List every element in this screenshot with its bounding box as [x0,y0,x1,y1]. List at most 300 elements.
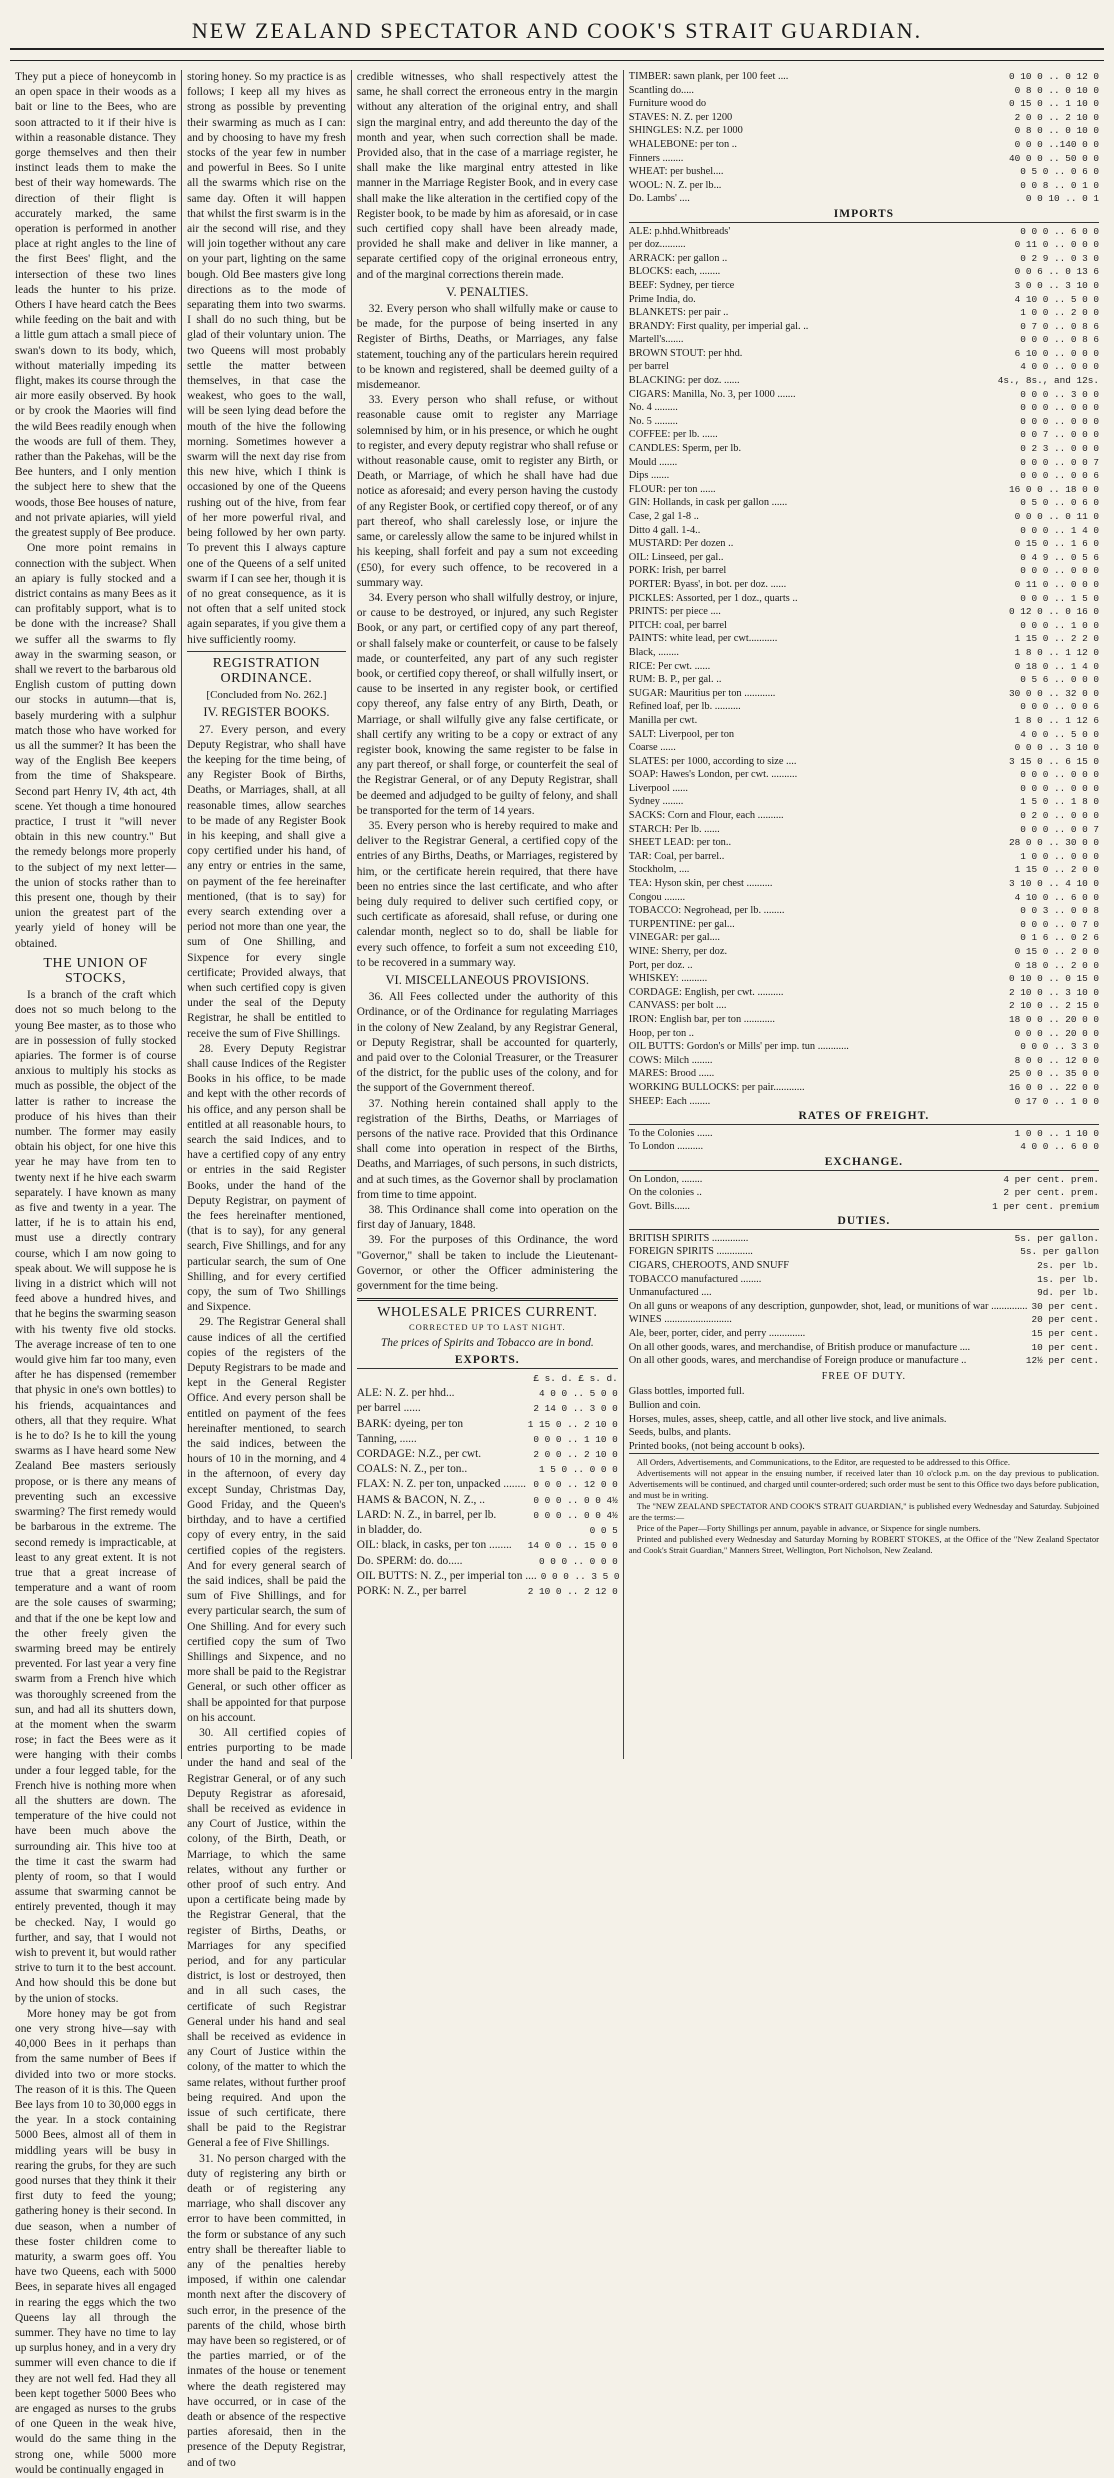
exports-heading: EXPORTS. [357,1353,618,1369]
import-row-item: BRANDY: First quality, per imperial gal. .. [628,320,809,332]
exchange-row-value: 2 per cent. prem. [1003,1187,1099,1199]
import-row [629,1081,1099,1095]
import-row-item: OIL: Linseed, per gal.. [628,551,724,563]
import-row-item: Dips ....... [628,470,670,482]
duty-row-value: 10 per cent. [1031,1341,1099,1353]
import-row-value: 0 12 0 .. 0 16 0 [1008,606,1099,618]
article-paragraph: They put a piece of honeycomb in an open space in their woods as a bait or line to the Bees, who are soon attracted to it if their hive is within a reasonable distance. They gorge themselves and then their instinct leads them to make the best of their way homewards. The direction of their flight is accurately marked, the same operation is performed in another place at right angles to the line of the first Bees' flight, and the intersection of these two lines leads the hunter to his prize. Others I have heard catch the Bees while feeding on the bait and with a little gum attach a small piece of swan's down to its body, which, without materially impeding its flight, makes its course through the air more easily observed. By hook or by crook the Maories will find the wild Bees readily enough when the woods are full of them. They, rather than the Pakehas, will be the Bee hunters, and I only mention the subject here to shew that the woods, those Bee houses of nature, and not private apiaries, will yield the greatest supply of Bee produce. [15,71,177,540]
duties-table [629,1232,1099,1368]
import-row [629,401,1099,415]
import-row-item: IRON: English bar, per ton ............ [628,1013,775,1025]
duty-row [629,1327,1099,1341]
export-row-value: 40 0 0 .. 50 0 0 [1008,152,1099,164]
export-row-value: 0 10 0 .. 0 12 0 [1008,71,1099,82]
duty-row-value: 5s. per gallon [1020,1246,1099,1258]
export-row-value: 0 0 0 .. 0 0 4½ [533,1509,618,1521]
ordinance-heading: REGISTRATION ORDINANCE. [212,655,321,686]
exchange-row-value: 1 per cent. premium [992,1200,1099,1212]
import-row [629,836,1099,850]
import-row-value: 0 1 6 .. 0 2 6 [1020,932,1099,944]
export-row [629,124,1099,138]
import-row [629,428,1099,442]
import-row-value: 0 5 0 .. 0 6 0 [1020,497,1099,509]
import-row-item: SACKS: Corn and Flour, each .......... [628,810,784,822]
import-row-item: TAR: Coal, per barrel.. [628,850,725,862]
import-row-item: RUM: B. P., per gal. .. [628,674,722,686]
ordinance-paragraph: 36. All Fees collected under the authority of this Ordinance, or of the Ordinance for regulating Marriages in the colony of New Zealand, by any Registrar General, or Deputy Registrar, shall be accounted for quarterly, and paid over to the Colonial Treasurer, or the Treasurer of the district, for the public uses of the colony, and for the support of the Government thereof. [356,991,618,1095]
import-row [629,632,1099,646]
import-row-item: No. 5 ......... [628,415,678,427]
import-row [629,374,1099,388]
import-row-item: BLOCKS: each, ........ [628,266,721,278]
import-row-value: 4 10 0 .. 6 0 0 [1014,891,1099,903]
exchange-row-item: On the colonies .. [628,1187,702,1199]
export-row [357,1523,618,1538]
import-row-item: BEEF: Sydney, per tierce [628,279,735,291]
import-row [629,1054,1099,1068]
import-row [629,918,1099,932]
duty-row [629,1245,1099,1259]
import-row-item: MUSTARD: Per dozen .. [628,538,734,550]
import-row-item: Manilla per cwt. [628,714,698,726]
exchange-row-item: On London, ........ [628,1173,703,1185]
exchange-heading: EXCHANGE. [629,1156,1099,1171]
import-row-value: 1 15 0 .. 2 2 0 [1014,633,1099,645]
import-row-item: Liverpool ...... [628,782,688,794]
import-row-value: 0 5 6 .. 0 0 0 [1020,674,1099,686]
import-row-item: Sydney ........ [628,796,684,808]
export-row-item: Do. SPERM: do. do..... [356,1554,463,1567]
exchange-table [629,1173,1099,1214]
import-row-item: SUGAR: Mauritius per ton ............ [628,687,776,699]
import-row [629,293,1099,307]
import-row [629,877,1099,891]
export-row [357,1417,618,1432]
import-row-value: 0 0 0 .. 6 0 0 [1020,225,1099,237]
import-row-item: PITCH: coal, per barrel [628,619,727,631]
import-row [629,945,1099,959]
import-row-item: TOBACCO: Negrohead, per lb. ........ [628,905,785,917]
export-row [357,1569,618,1584]
export-row-value: 4 0 0 .. 5 0 0 [539,1388,618,1400]
ordinance-paragraph: 38. This Ordinance shall come into operation on the first day of January, 1848. [356,1204,618,1232]
import-row-item: Refined loaf, per lb. .......... [628,701,741,713]
export-row-value: 2 10 0 .. 2 12 0 [527,1585,618,1597]
import-row-value: 30 0 0 .. 32 0 0 [1008,687,1099,699]
import-row-value: 0 0 6 .. 0 13 6 [1014,266,1099,278]
export-row-item: TIMBER: sawn plank, per 100 feet .... [628,71,789,82]
import-row-item: SLATES: per 1000, according to size .... [628,755,797,767]
import-row [629,320,1099,334]
import-row [629,646,1099,660]
import-row [629,891,1099,905]
import-row-item: Hoop, per ton .. [628,1027,695,1039]
article-paragraph: More honey may be got from one very strong hive—say with 40,000 Bees in it perhaps than from the same number of Bees if divided into two or more stocks. The reason of it is this. The Queen Bee lays from 10 to 30,000 eggs in the year. In a stock containing 5000 Bees, almost all of them in middling years will be busy in rearing the grubs, for they are such good nurses that they think it their first duty to feed the young; gathering honey is their second. In due season, when a number of these foster children come to maturity, a swarm goes off. You have two Queens, each with 5000 Bees, in separate hives all engaged in rearing the eggs which the two Queens lay all through the summer. They have no time to lay up surplus honey, and in a very dry summer will even chance to die if they are not well fed. Had they all been kept together 5000 Bees who are engaged as nurses to the grubs of one Queen in the weak hive, would do the same thing in the strong one, while 5000 more would be continually engaged in [15,2007,177,2476]
import-row-item: Port, per doz. .. [628,959,693,971]
section-iv-heading: IV. REGISTER BOOKS. [203,705,330,720]
duty-row-value: 5s. per gallon. [1014,1232,1099,1244]
import-row-value: 1 8 0 .. 1 12 6 [1014,714,1099,726]
export-row-item: CORDAGE: N.Z., per cwt. [356,1448,482,1461]
freight-row-value: 4 0 0 .. 6 0 0 [1020,1141,1099,1153]
duty-row-value: 12½ per cent. [1025,1355,1099,1367]
import-row-value: 4s., 8s., and 12s. [997,375,1099,387]
export-row [357,1584,618,1599]
export-row-item: COALS: N. Z., per ton.. [356,1463,468,1476]
exchange-row [629,1186,1099,1200]
import-row-item: MARES: Brood ...... [628,1068,715,1080]
import-row-item: No. 4 ......... [628,402,678,414]
import-row-value: 4 0 0 .. 5 0 0 [1020,728,1099,740]
import-row [629,442,1099,456]
freight-row-item: To London .......... [628,1141,704,1153]
import-row-item: WHISKEY: .......... [628,973,708,985]
export-row-item: Tanning, ...... [356,1432,417,1445]
import-row-value: 3 10 0 .. 4 10 0 [1008,878,1099,890]
import-row [629,660,1099,674]
import-row-value: 28 0 0 .. 30 0 0 [1008,837,1099,849]
import-row-value: 0 0 0 .. 0 0 0 [1020,402,1099,414]
export-row [629,152,1099,166]
duty-row [629,1286,1099,1300]
import-row [629,809,1099,823]
import-row [629,592,1099,606]
import-row-value: 16 0 0 .. 22 0 0 [1008,1081,1099,1093]
import-row-value: 0 2 3 .. 0 0 0 [1020,443,1099,455]
import-row-value: 0 0 0 .. 0 0 6 [1020,470,1099,482]
article-paragraph: Is a branch of the craft which does not so much belong to the young Bee master, as to those who are in possession of fully stocked apiaries. The former is of course anxious to multiply his stocks as much as possible, the object of the latter is rather to increase the produce of his hives than their number. The former may easily obtain his object, for one hive this year he may have from ten to twenty next if he hive each swarm separately. I have known as many as five and twenty in a year. The latter, if he is to attain his end, must use a directly contrary course, which I am now going to speak about. We will suppose he is living in a district which will not feed above a hundred hives, and that he begins the swarming season with his twenty five old stocks. The average increase of ten to one would give him far too many, even after he has dispensed (remember that physic in one's own bottles) to his friends, acquaintances and others, all that they require. What is he to do? Is he to kill the young swarms as I have heard some New Zealand Bee masters seriously propose, or is there any means of preventing such an excessive swarming? The first remedy would be barbarous in the extreme. The second remedy is impracticable, at least to any great extent. It is not true that a great increase of temperature and a want of room are the sole causes of swarming; and that if the one be kept low and the other freely given the swarming breed may be entirely prevented. For last year a very fine swarm from a French hive which was thoroughly screened from the sun, and had all its shutters down, at the moment when the swarm rose; in fact the Bees were as it were hanging with their combs under a four legged table, for the French hive is nothing more when all the shutters are down. The temperature of the hive could not have been much above the surrounding air. This hive too at the time it cast the swarm had plenty of room, so that I would assume that swarming cannot be entirely prevented, though it may be checked. Nay, I would go further, and say, that I would not wish to prevent it, but would rather strive to turn it to the best account. And how should this be done but by the union of stocks. [15,989,177,2005]
ordinance-paragraph: 33. Every person who shall refuse, or without reasonable cause omit to register any Marriage solemnised by him, or in his presence, or which he ought to register, and every deputy registrar who shall refuse or without reasonable cause, omit to register any Birth, or Death, or Marriage, of which he shall have had due notice as aforesaid; and every person having the custody of any Register Book, or certified copy thereof, or of any part thereof, who shall carelessly lose, or injure the same, or carelessly allow the same to be injured whilst in his keeping, shall forfeit and pay a sum not exceeding (£50), for every such offence, to be recovered in a summary way. [356,394,618,589]
export-row-value: 2 0 0 .. 2 10 0 [1014,111,1099,123]
import-row [629,850,1099,864]
import-row-item: ARRACK: per gallon .. [628,252,728,264]
import-row-item: BLACKING: per doz. ...... [628,375,740,387]
export-row-value: 1 5 0 .. 0 0 0 [539,1464,618,1476]
import-row [629,456,1099,470]
freight-row [629,1127,1099,1141]
import-row [629,333,1099,347]
import-row [629,415,1099,429]
import-row-item: SHEEP: Each ........ [628,1095,711,1107]
exchange-row [629,1200,1099,1214]
free-of-duty-list [629,1385,1099,1453]
import-row [629,863,1099,877]
import-row-item: BLANKETS: per pair .. [628,307,729,319]
free-item: Horses, mules, asses, sheep, cattle, and all other live stock, and live animals. [628,1413,947,1425]
ordinance-paragraph: 29. The Registrar General shall cause indices of all the certified copies of the registers of the Deputy Registrars to be made and kept in the General Register Office. And every person shall be entitled on payment of the fees hereinafter mentioned, to search the said indices, between the hours of 10 in the morning, and 4 in the afternoon, of every day except Sunday, Christmas Day, Good Friday, and the Queen's birthday, and to have a certified copy of every entry, in the said certified copies of the registers. And for every general search of the said indices, shall be paid the sum of Five Shillings, and for every particular search, the sum of One Shilling. And for every such certified copy the sum of Two Shillings and Sixpence, and no more shall be paid to the Registrar General, or such other officer as shall be appointed for that purpose on his account. [187,1316,346,1724]
freight-table [629,1127,1099,1154]
import-row [629,524,1099,538]
import-row-item: SHEET LEAD: per ton.. [628,837,732,849]
export-row [357,1462,618,1477]
free-of-duty-heading: FREE OF DUTY. [821,1370,906,1382]
export-row-item: ALE: N. Z. per hhd... [356,1387,455,1400]
export-row-item: WOOL: N. Z. per lb... [628,179,722,191]
export-row-item: WHALEBONE: per ton .. [628,138,737,150]
import-row-item: CIGARS: Manilla, No. 3, per 1000 ....... [628,388,796,400]
import-row [629,1095,1099,1109]
import-row [629,510,1099,524]
duty-row-item: Unmanufactured .... [628,1287,712,1299]
import-row-item: Stockholm, .... [628,864,690,876]
import-row [629,768,1099,782]
import-row [629,931,1099,945]
import-row-item: FLOUR: per ton ...... [628,483,716,495]
export-row-value: 0 8 0 .. 0 10 0 [1014,84,1099,96]
import-row-value: 0 17 0 .. 1 0 0 [1014,1095,1099,1107]
export-row [629,97,1099,111]
union-heading: THE UNION OF STOCKS, [43,955,148,986]
duty-row [629,1300,1099,1314]
import-row-item: COFFEE: per lb. ...... [628,429,718,441]
export-row-value: 0 0 0 ..140 0 0 [1014,138,1099,150]
export-row-item: SHINGLES: N.Z. per 1000 [628,125,743,137]
export-row-item: Furniture wood do [628,98,707,110]
export-row-item: Do. Lambs' .... [628,193,690,205]
import-row-item: CANDLES: Sperm, per lb. [628,443,742,455]
section-vi-heading: VI. MISCELLANEOUS PROVISIONS. [385,972,590,987]
import-row-item: COWS: Milch ........ [628,1054,713,1066]
import-row-item: Mould ....... [628,456,678,468]
export-row-item: Finners ........ [628,152,684,164]
free-item: Glass bottles, imported full. [628,1386,745,1398]
import-row-item: WINE: Sherry, per doz. [628,946,728,957]
columns [10,70,1104,2476]
export-row-item: per barrel ...... [356,1402,421,1415]
import-row-item: per doz.......... [628,239,686,251]
import-row-value: 2 10 0 .. 3 10 0 [1008,986,1099,998]
export-row-value: 0 15 0 .. 1 10 0 [1008,98,1099,110]
export-row-value: 0 0 0 .. 0 0 0 [539,1555,618,1567]
prices-corrected: CORRECTED UP TO LAST NIGHT. [408,1322,566,1333]
imports-heading: IMPORTS [629,208,1099,223]
freight-row [629,1140,1099,1154]
union-article [15,988,176,2478]
import-row-item: GIN: Hollands, in cask per gallon ...... [628,497,788,509]
bees-article [15,70,176,952]
export-row-item: OIL: black, in casks, per ton ........ [356,1539,512,1552]
import-row [629,959,1099,973]
column-2 [182,70,352,2469]
exports-header [357,1371,618,1386]
import-row [629,347,1099,361]
article-paragraph: One more point remains in connection with the subject. When an apiary is fully stocked and a district contains as many Bees as it can profitably support, what is to be done with the increase? Shall we suffer all the swarms to fly away in the swarming season, or shall we revert to the barbarous old English custom of putting down our stocks in autumn—that is, basely murdering with a sulphur match those who have worked for us all the summer? It has been the way of the English Bee keepers from the time of Shakspeare. Second part Henry IV, 4th act, 4th scene. Yet though a time honoured practice, I trust it "will never obtain in this new country." But the remedy belongs more properly to the subject of my next letter—the union of stocks rather than to this present one, though by their union the greatest part of the yearly yield of honey will be obtained. [15,542,177,950]
import-row-value: 0 0 0 .. 0 0 7 [1020,456,1099,468]
export-row-item: in bladder, do. [356,1524,423,1537]
import-row-item: OIL BUTTS: Gordon's or Mills' per imp. tun ............ [628,1041,849,1053]
import-row [629,279,1099,293]
import-row-value: 0 0 0 .. 0 0 7 [1020,823,1099,835]
timber-table [629,70,1099,206]
export-row [357,1508,618,1523]
import-row-value: 18 0 0 .. 20 0 0 [1008,1013,1099,1025]
import-row-value: 25 0 0 .. 35 0 0 [1008,1068,1099,1080]
import-row-value: 1 0 0 .. 0 0 0 [1020,850,1099,862]
free-item: Bullion and coin. [628,1400,701,1411]
ordinance-note: [Concluded from No. 262.] [206,689,327,702]
export-row-item: Scantling do..... [628,84,695,96]
import-row-value: 2 10 0 .. 2 15 0 [1008,1000,1099,1012]
export-row-value: 0 0 5 [589,1525,618,1537]
export-row-value: 0 0 8 .. 0 1 0 [1020,179,1099,191]
duty-row-value: 20 per cent. [1031,1314,1099,1326]
import-row [629,972,1099,986]
import-row-item: ALE: p.hhd.Whitbreads' [628,225,731,237]
import-row-value: 0 11 0 .. 0 0 0 [1014,239,1099,251]
import-row [629,551,1099,565]
export-row-value: 0 0 10 .. 0 1 [1025,193,1099,205]
column-3 [352,70,624,1759]
ordinance-paragraph: 27. Every person, and every Deputy Registrar, who shall have the keeping for the time being, of any Register Book of Births, Deaths, or Marriages, shall, at all reasonable times, allow searches to be made of any Register Book in his keeping, and shall give a copy certified under his hand, of any entry or entries in the same, on payment of the fee hereinafter mentioned, (that is to say) for every search extending over a period not more than one year, the sum of One Shilling, and Sixpence for every single certificate; Provided always, that when such certified copy is given under the seal of the Deputy Registrar, he shall be entitled to receive the sum of Five Shillings. [187,723,346,1040]
import-row-item: PORTER: Byass', in bot. per doz. ...... [628,578,787,590]
duty-row [629,1341,1099,1355]
export-row [629,192,1099,206]
import-row [629,225,1099,239]
import-row-value: 0 0 0 .. 20 0 0 [1014,1027,1099,1039]
import-row-value: 0 0 0 .. 0 7 0 [1020,918,1099,930]
duty-row-item: CIGARS, CHEROOTS, AND SNUFF [628,1260,790,1272]
penalties-sections [357,302,618,971]
import-row [629,1013,1099,1027]
import-row-value: 0 0 0 .. 0 0 0 [1020,769,1099,781]
notice-paragraph: All Orders, Advertisements, and Communications, to the Editor, are requested to be addressed to this Office. [636,1457,1011,1468]
import-row-value: 4 10 0 .. 5 0 0 [1014,293,1099,305]
import-row-value: 0 0 0 .. 0 8 6 [1020,334,1099,346]
import-row [629,1027,1099,1041]
import-row [629,1067,1099,1081]
import-row-item: Case, 2 gal 1-8 .. [628,511,699,522]
import-row-value: 16 0 0 .. 18 0 0 [1008,483,1099,495]
import-row-value: 4 0 0 .. 0 0 0 [1020,361,1099,373]
export-row-item: HAMS & BACON, N. Z., .. [356,1493,485,1506]
import-row-value: 0 0 0 .. 1 5 0 [1020,592,1099,604]
export-row [357,1477,618,1492]
import-row-value: 3 0 0 .. 3 10 0 [1014,279,1099,291]
export-row-value: 2 0 0 .. 2 10 0 [533,1449,618,1461]
import-row-item: VINEGAR: per gal.... [628,932,720,944]
ordinance-paragraph: credible witnesses, who shall respectively attest the same, he shall correct the erroneous entry in the margin without any alteration of the original entry, and shall sign the marginal entry, and add thereunto the day of the month and year, when such correction shall be made. Provided also, that in the case of a marriage register, he shall make the like marginal entry attested in like manner in the Marriage Register Book, and in every case shall make the like alteration in the certified copy of the Register book, to be made by him as aforesaid, or in case such certified copy shall have been already made, provided he shall make and deliver in like manner, a separate certified copy of the original erroneous entry, and of the marginal corrections therein made. [356,71,618,281]
export-row-value: 1 15 0 .. 2 10 0 [527,1418,618,1430]
import-row-value: 1 5 0 .. 1 8 0 [1020,796,1099,808]
export-row-item: BARK: dyeing, per ton [356,1417,464,1430]
import-row [629,388,1099,402]
import-row [629,360,1099,374]
import-row [629,823,1099,837]
import-row-value: 0 15 0 .. 1 6 0 [1014,538,1099,550]
import-row-value: 0 0 7 .. 0 0 0 [1020,429,1099,441]
import-row-item: WORKING BULLOCKS: per pair............ [628,1081,805,1093]
import-row-item: Congou ........ [628,891,686,903]
import-row-item: CANVASS: per bolt .... [628,1000,727,1012]
import-row-item: per barrel [628,361,669,373]
import-row-value: 0 0 0 .. 1 4 0 [1020,524,1099,536]
export-row [357,1554,618,1569]
duty-row-item: Ale, beer, porter, cider, and perry .............. [628,1328,806,1340]
import-row-value: 0 7 0 .. 0 8 6 [1020,320,1099,332]
export-row [357,1493,618,1508]
import-row-value: 0 0 3 .. 0 0 8 [1020,905,1099,917]
import-row-item: PICKLES: Assorted, per 1 doz., quarts .. [628,592,798,604]
import-row-value: 3 15 0 .. 6 15 0 [1008,755,1099,767]
import-row-item: STARCH: Per lb. ...... [628,823,720,835]
duty-row [629,1259,1099,1273]
ordinance-paragraph: 28. Every Deputy Registrar shall cause Indices of the Register Books in his office, to be made and kept with the other records of his office, and any person shall be entitled at all reasonable hours, to search the said Indices, and to have a certified copy of any entry or entries in the said Register Books, under the hand of the Deputy Registrar, on payment of the fees hereinafter mentioned, (that is to say), for any general search, Five Shillings, and for any particular search, the sum of One Shilling, and for every certified copy, the sum of Two Shillings and Sixpence. [187,1042,346,1314]
export-row [629,70,1099,84]
export-row-item: PORK: N. Z., per barrel [356,1584,467,1597]
exchange-row-item: Govt. Bills...... [628,1200,690,1212]
import-row-value: 0 0 0 .. 3 3 0 [1020,1041,1099,1053]
duty-row-item: On all guns or weapons of any description, gunpowder, shot, lead, or munitions of war .............. [628,1300,1028,1312]
notice-paragraph: Printed and published every Wednesday and Saturday Morning by ROBERT STOKES, at the Office of the "New Zealand Spectator and Cook's Strait Guardian," Manners Street, Wellington, Port Nicholson, New Zealand. [628,1534,1099,1556]
import-row-value: 0 11 0 .. 0 0 0 [1014,578,1099,590]
import-row-value: 0 0 0 .. 0 0 0 [1020,415,1099,427]
import-row-item: RICE: Per cwt. ...... [628,660,711,672]
import-row [629,782,1099,796]
import-row-value: 1 15 0 .. 2 0 0 [1014,864,1099,876]
export-row [629,165,1099,179]
freight-heading: RATES OF FREIGHT. [629,1110,1099,1125]
import-row [629,999,1099,1013]
export-row-value: 2 14 0 .. 3 0 0 [533,1403,618,1415]
freight-row-item: To the Colonies ...... [628,1127,713,1139]
import-row-value: 1 8 0 .. 1 12 0 [1014,646,1099,658]
export-row [357,1447,618,1462]
ordinance-continued [357,70,618,283]
export-row-value: 0 8 0 .. 0 10 0 [1014,125,1099,137]
import-row [629,986,1099,1000]
import-row [629,795,1099,809]
exchange-row-value: 4 per cent. prem. [1003,1173,1099,1185]
exchange-row [629,1173,1099,1187]
import-row-value: 0 18 0 .. 1 4 0 [1014,660,1099,672]
duty-row [629,1273,1099,1287]
export-row-item: OIL BUTTS: N. Z., per imperial ton .... [356,1569,537,1582]
import-row-item: SOAP: Hawes's London, per cwt. .......... [628,769,798,781]
free-item: Printed books, (not being account b ooks). [628,1440,805,1452]
import-row-value: 0 0 0 .. 0 0 0 [1020,565,1099,577]
duty-row [629,1313,1099,1327]
import-row [629,728,1099,742]
import-row-value: 0 4 9 .. 0 5 6 [1020,551,1099,563]
import-row-item: TURPENTINE: per gal... [628,918,735,930]
export-row [357,1538,618,1553]
imports-table [629,225,1099,1109]
import-row-value: 0 2 0 .. 0 0 0 [1020,810,1099,822]
duty-row-value: 9d. per lb. [1037,1287,1099,1299]
duty-row-item: BRITISH SPIRITS .............. [628,1232,749,1244]
import-row [629,578,1099,592]
import-row [629,265,1099,279]
column-1 [10,70,182,2476]
duty-row-item: On all other goods, wares, and merchandise of Foreign produce or manufacture .. [628,1355,967,1367]
duty-row-value: 1s. per lb. [1037,1273,1099,1285]
notice-paragraph: Price of the Paper—Forty Shillings per annum, payable in advance, or Sixpence for single numbers. [636,1523,981,1534]
duty-row-value: 15 per cent. [1031,1328,1099,1340]
duty-row-item: WINES .......................... [628,1314,732,1326]
export-row-item: LARD: N. Z., in barrel, per lb. [356,1508,497,1521]
import-row [629,1040,1099,1054]
ordinance-paragraph: 32. Every person who shall wilfully make or cause to be made, for the purpose of being inserted in any Register of Births, Deaths, or Marriages, any false statement, touching any of the particulars herein required to be known and registered, shall be deemed guilty of a misdemeanor. [356,303,618,392]
import-row [629,700,1099,714]
import-row [629,755,1099,769]
export-row-value: 0 0 0 .. 12 0 0 [533,1479,618,1491]
import-row [629,673,1099,687]
duty-row [629,1354,1099,1368]
ordinance-paragraph: 39. For the purposes of this Ordinance, the word "Governor," shall be taken to include the Lieutenant-Governor, or other the Officer administering the government for the time being. [356,1234,618,1293]
column-4 [624,70,1104,1759]
export-row-item: WHEAT: per bushel.... [628,166,724,178]
export-row-item: FLAX: N. Z. per ton, unpacked ........ [356,1478,527,1491]
